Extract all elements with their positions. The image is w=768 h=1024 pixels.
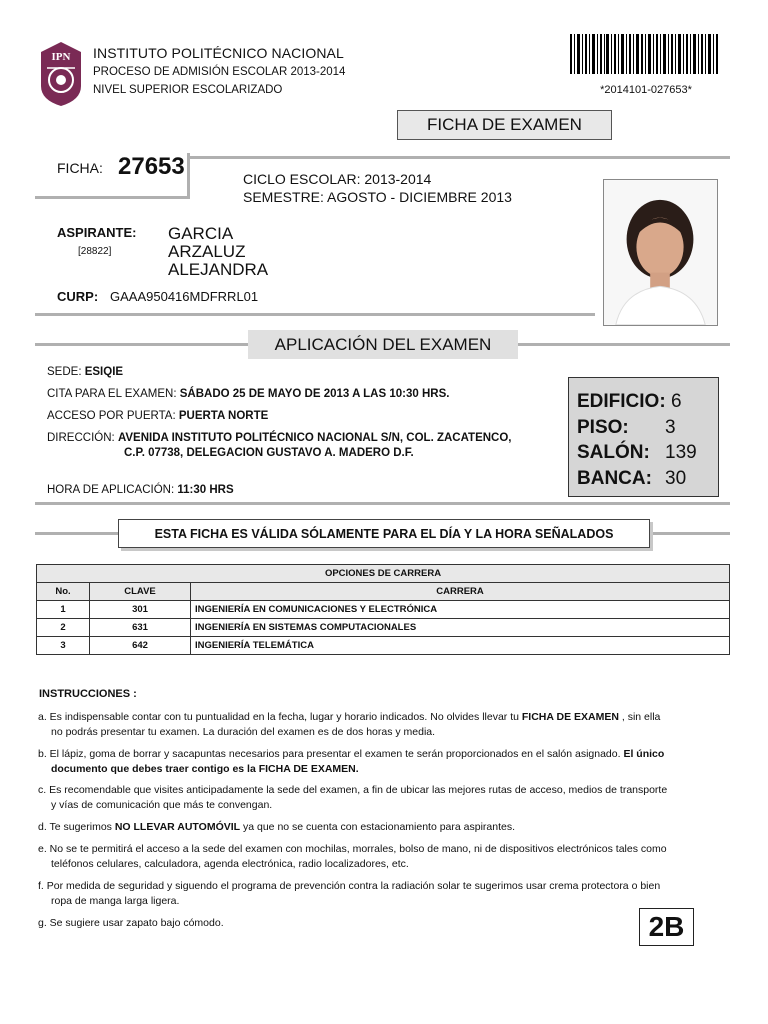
cita-value: SÁBADO 25 DE MAYO DE 2013 A LAS 10:30 HRS. (179, 388, 450, 400)
salon-value: 139 (665, 442, 697, 463)
aspirante-name-2: ARZALUZ (168, 242, 246, 261)
semestre: SEMESTRE: AGOSTO - DICIEMBRE 2013 (243, 189, 512, 205)
divider (518, 343, 730, 346)
svg-text:IPN: IPN (51, 51, 71, 63)
divider (35, 343, 248, 346)
location-box (568, 377, 719, 497)
table-row: 2 631 INGENIERÍA EN SISTEMAS COMPUTACIONALES (37, 619, 730, 637)
col-no: No. (37, 583, 90, 601)
cita-line: CITA PARA EL EXAMEN: SÁBADO 25 DE MAYO DE 2013 A LAS 10:30 HRS. (47, 388, 450, 400)
direccion-line-2 (124, 447, 414, 459)
banca-value: 30 (665, 468, 687, 489)
aspirante-code: [28822] (78, 246, 112, 257)
instructions-title: INSTRUCCIONES : (39, 688, 137, 700)
divider (35, 532, 119, 535)
aspirante-name-3: ALEJANDRA (168, 260, 269, 279)
curp-label: CURP: (57, 289, 99, 304)
divider (190, 156, 730, 159)
piso-value: 3 (665, 417, 676, 438)
instruction-e: e. No se te permitirá el acceso a la sede del examen con mochilas, morrales, bolso de mano, ni de dispositivos electrónicos tales como teléfonos celulares, calculadora, agenda electrónica, radio localizadores, etc. (38, 843, 667, 870)
institution-name: INSTITUTO POLITÉCNICO NACIONAL (93, 45, 344, 61)
table-title: OPCIONES DE CARRERA (37, 565, 730, 583)
acceso-value: PUERTA NORTE (178, 410, 269, 422)
piso-label: PISO: (577, 417, 629, 438)
salon-label: SALÓN: (577, 442, 650, 463)
hora-line: HORA DE APLICACIÓN: 11:30 HRS (47, 484, 234, 496)
aspirante-name-1: GARCIA (168, 224, 234, 243)
ficha-title: FICHA DE EXAMEN (397, 110, 612, 140)
instruction-c: c. Es recomendable que visites anticipadamente la sede del examen, a fin de ubicar las mejores rutas de acceso, medios de transporte y vías de comunicación que más te convengan. (38, 784, 668, 811)
ipn-logo-icon (37, 38, 85, 108)
instruction-b: b. El lápiz, goma de borrar y sacapuntas necesarios para presentar el examen te serán proporcionados en el salón asignado. El único documento que debes traer contigo es la FICHA DE EXAMEN. (38, 748, 665, 775)
curp-value: GAAA950416MDFRRL01 (110, 289, 259, 304)
hora-value: 11:30 HRS (177, 484, 234, 496)
divider (35, 313, 595, 316)
acceso-line: ACCESO POR PUERTA: PUERTA NORTE (47, 410, 269, 422)
sede-value: ESIQIE (84, 366, 124, 378)
instruction-a: a. Es indispensable contar con tu puntualidad en la fecha, lugar y horario indicados. No olvides llevar tu FICHA DE EXAMEN , sin ella no podrás presentar tu examen. La duración del examen es de dos horas y media. (38, 711, 661, 738)
direccion-line: DIRECCIÓN: AVENIDA INSTITUTO POLITÉCNICO NACIONAL S/N, COL. ZACATENCO, (47, 432, 512, 444)
instruction-g: g. Se sugiere usar zapato bajo cómodo. (38, 917, 224, 929)
direccion-value-1: AVENIDA INSTITUTO POLITÉCNICO NACIONAL S/N, COL. ZACATENCO, (117, 432, 512, 444)
instruction-f: f. Por medida de seguridad y siguendo el programa de prevención contra la radiación solar te sugerimos usar crema protectora o bien ropa de manga larga ligera. (38, 880, 661, 907)
divider (35, 196, 190, 199)
col-clave: CLAVE (90, 583, 191, 601)
group-badge: 2B (639, 908, 694, 946)
ficha-label: FICHA: (57, 160, 103, 176)
ficha-number: 27653 (118, 153, 185, 180)
divider (35, 502, 730, 505)
direccion-value-2: C.P. 07738, DELEGACION GUSTAVO A. MADERO D.F. (124, 447, 414, 459)
career-options-table (36, 564, 730, 655)
divider (187, 153, 190, 198)
edificio-value: 6 (670, 391, 682, 412)
barcode-icon (570, 34, 720, 74)
barcode-number: *2014101-027653* (600, 84, 692, 96)
level-label: NIVEL SUPERIOR ESCOLARIZADO (93, 84, 283, 96)
instruction-d: d. Te sugerimos NO LLEVAR AUTOMÓVIL ya que no se cuenta con estacionamiento para aspirantes. (38, 821, 516, 833)
aspirante-label: ASPIRANTE: (57, 225, 137, 240)
applicant-photo (603, 179, 718, 326)
aplicacion-title: APLICACIÓN DEL EXAMEN (248, 330, 518, 359)
banca-label: BANCA: (577, 468, 652, 489)
divider (650, 532, 730, 535)
table-row: 1 301 INGENIERÍA EN COMUNICACIONES Y ELECTRÓNICA (37, 601, 730, 619)
table-row: 3 642 INGENIERÍA TELEMÁTICA (37, 637, 730, 655)
admission-process: PROCESO DE ADMISIÓN ESCOLAR 2013-2014 (93, 66, 346, 78)
validity-notice: ESTA FICHA ES VÁLIDA SÓLAMENTE PARA EL DÍA Y LA HORA SEÑALADOS (118, 519, 650, 548)
sede-line: SEDE: ESIQIE (47, 366, 124, 378)
col-carrera: CARRERA (191, 583, 730, 601)
edificio-label: EDIFICIO: (577, 391, 666, 412)
ciclo-escolar: CICLO ESCOLAR: 2013-2014 (243, 171, 432, 187)
